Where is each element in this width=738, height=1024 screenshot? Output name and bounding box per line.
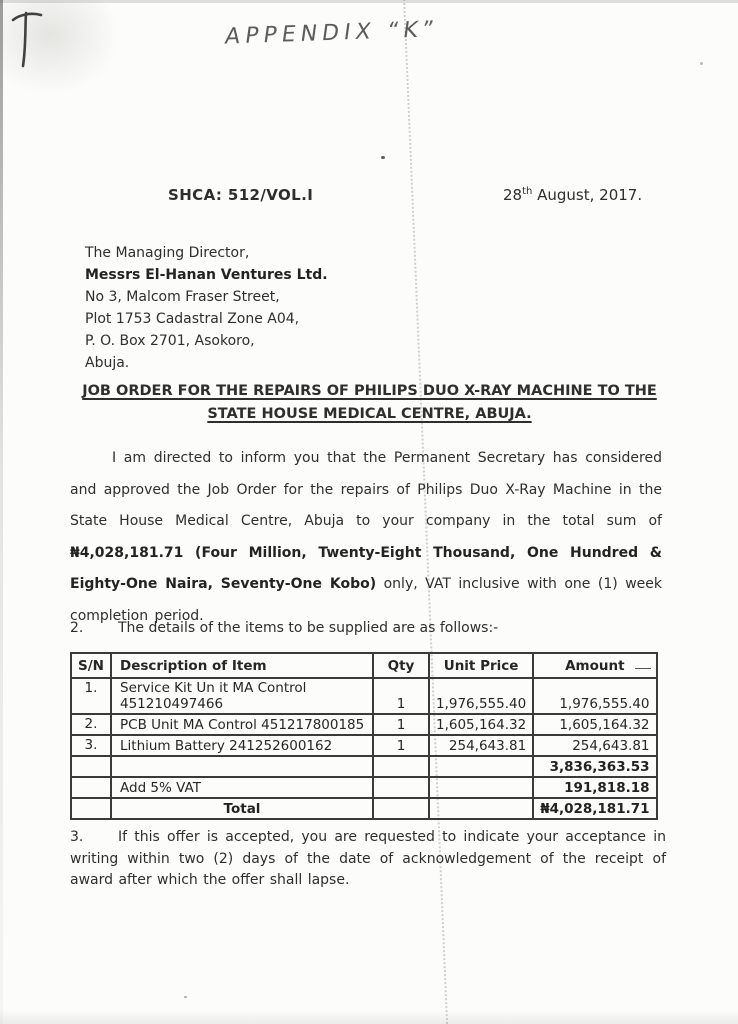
cell-sn: 2.: [71, 714, 111, 735]
paragraph-3-number: 3.: [70, 829, 84, 845]
recipient-line: Plot 1753 Cadastral Zone A04,: [85, 311, 300, 327]
cell-unit-price: [429, 756, 533, 777]
paragraph-2-number: 2.: [70, 620, 84, 636]
handwritten-t-mark: [10, 8, 46, 76]
subject-line-2: STATE HOUSE MEDICAL CENTRE, ABUJA.: [207, 406, 532, 422]
body-paragraph-3: [70, 827, 666, 892]
cell-description: Lithium Battery 241252600162: [111, 735, 373, 756]
cell-amount: 1,976,555.40: [533, 678, 656, 714]
table-row-subtotal: [71, 756, 657, 777]
cell-unit-price: [429, 777, 533, 798]
scan-edge-left: [0, 0, 3, 1024]
table-row: [71, 714, 657, 735]
cell-sn: [71, 756, 111, 777]
cell-sn: [71, 798, 111, 819]
letter-date: [503, 186, 642, 204]
cell-qty: 1: [373, 714, 429, 735]
date-rest: August, 2017.: [532, 186, 643, 204]
recipient-line: Abuja.: [85, 355, 130, 371]
table-row-total: [71, 798, 657, 819]
subject-title: [72, 380, 667, 426]
header-sn: S/N: [71, 653, 111, 678]
body-paragraph-2: [70, 620, 664, 636]
recipient-company: Messrs El-Hanan Ventures Ltd.: [85, 267, 328, 283]
scan-edge-top: [0, 0, 738, 3]
cell-description: PCB Unit MA Control 451217800185: [111, 714, 373, 735]
cell-description: [111, 756, 373, 777]
cell-vat-label: Add 5% VAT: [111, 777, 373, 798]
handwritten-appendix-note: APPENDIX “K”: [223, 17, 441, 50]
cell-amount: 254,643.81: [533, 735, 656, 756]
t-mark-strokes: [10, 8, 46, 72]
cell-amount: 1,605,164.32: [533, 714, 656, 735]
cell-sn: 1.: [71, 678, 111, 714]
recipient-line: No 3, Malcom Fraser Street,: [85, 289, 280, 305]
header-amount: Amount: [533, 653, 656, 678]
cell-unit-price: 1,605,164.32: [429, 714, 533, 735]
table-row-vat: [71, 777, 657, 798]
cell-subtotal-amount: 3,836,363.53: [533, 756, 656, 777]
table-row: [71, 678, 657, 714]
description-line-2: 451210497466: [120, 696, 224, 712]
cell-total-amount: ₦4,028,181.71: [533, 798, 656, 819]
cell-qty: [373, 798, 429, 819]
reference-number: SHCA: 512/VOL.I: [168, 186, 314, 204]
cell-sn: [71, 777, 111, 798]
cell-sn: 3.: [71, 735, 111, 756]
scan-dash-artifact: [635, 668, 651, 669]
cell-qty: 1: [373, 678, 429, 714]
cell-description: [111, 678, 373, 714]
cell-qty: [373, 777, 429, 798]
header-qty: Qty: [373, 653, 429, 678]
cell-unit-price: [429, 798, 533, 819]
paragraph-2-text: The details of the items to be supplied are as follows:-: [118, 620, 499, 636]
scan-speck: [184, 996, 187, 998]
body-paragraph-1: I am directed to inform you that the Permanent Secretary has considered and approved the Job Order for the repairs of Philips Duo X-Ray Machine in the State House Medical Centre, Abuja to your company in the total sum of ₦4,028,181.71 (Four Million, Twenty-Eight Thousand, One Hundred & Eighty-One Naira, Seventy-One Kobo) only, VAT inclusive with one (1) week completion period.: [70, 450, 662, 624]
scan-speck: [700, 62, 703, 65]
paragraph-3-text: If this offer is accepted, you are requested to indicate your acceptance in writing within two (2) days of the date of acknowledgement of the receipt of award after which the offer shall lapse.: [70, 829, 666, 888]
cell-qty: [373, 756, 429, 777]
header-description: Description of Item: [111, 653, 373, 678]
date-day: 28: [503, 186, 523, 204]
recipient-address: [85, 242, 328, 374]
scan-edge-bottom: [0, 1010, 738, 1024]
items-table: [70, 652, 658, 820]
cell-unit-price: 254,643.81: [429, 735, 533, 756]
recipient-line: P. O. Box 2701, Asokoro,: [85, 333, 255, 349]
date-ordinal: th: [522, 186, 533, 197]
description-line-1: Service Kit Un it MA Control: [120, 680, 307, 696]
cell-vat-amount: 191,818.18: [533, 777, 656, 798]
subject-line-1: JOB ORDER FOR THE REPAIRS OF PHILIPS DUO X-RAY MACHINE TO THE: [82, 383, 657, 399]
table-header-row: [71, 653, 657, 678]
cell-unit-price: 1,976,555.40: [429, 678, 533, 714]
cell-total-label: Total: [111, 798, 373, 819]
table-row: [71, 735, 657, 756]
cell-qty: 1: [373, 735, 429, 756]
recipient-line: The Managing Director,: [85, 245, 250, 261]
scan-speck: [381, 156, 385, 159]
header-unit-price: Unit Price: [429, 653, 533, 678]
